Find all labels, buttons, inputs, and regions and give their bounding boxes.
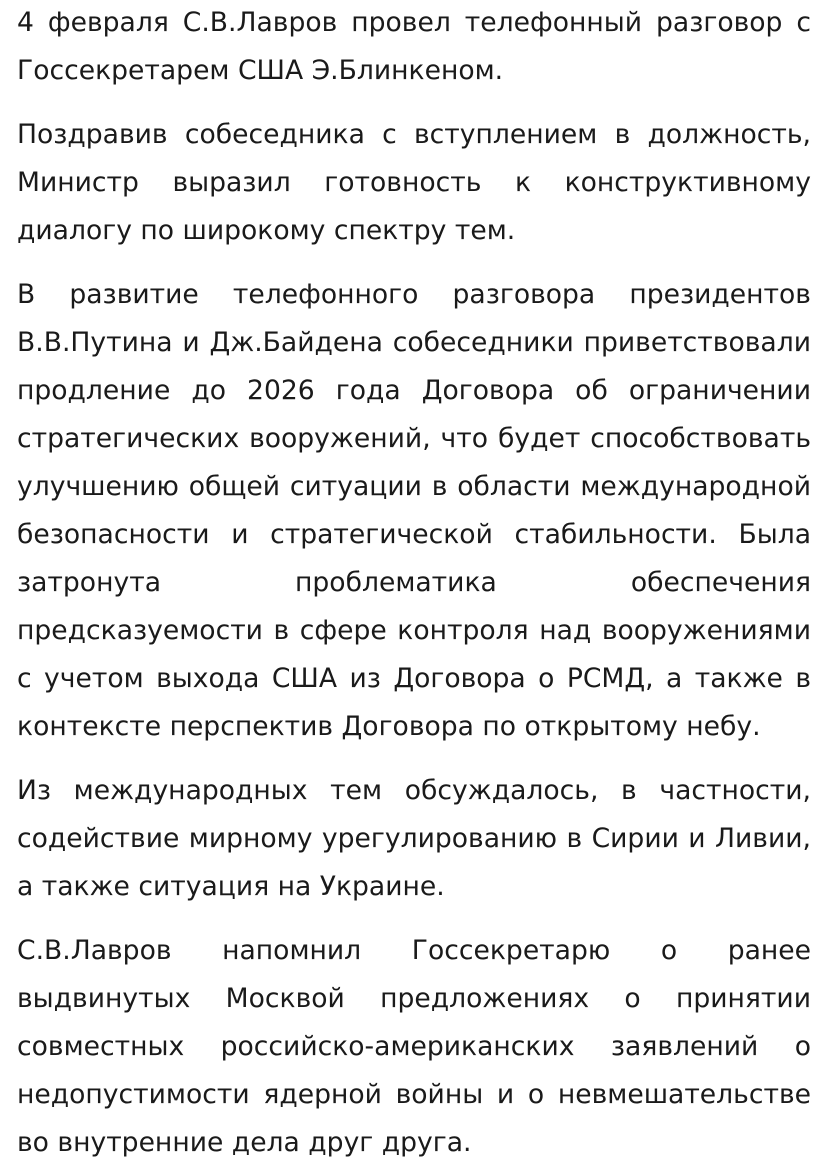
paragraph-arms-control: В развитие телефонного разговора президентов В.В.Путина и Дж.Байдена собеседники приветствовали продление до 2026 года Договора об ограничении стратегических вооружений, что будет способствовать улучшению общей ситуации в области международной безопасности и стратегической стабильности. Была затронута проблематика обеспечения предсказуемости в сфере контроля над вооружениями с учетом выхода США из Договора о РСМД, а также в контексте перспектив Договора по открытому небу. [17,279,811,742]
paragraph-international-topics: Из международных тем обсуждалось, в частности, содействие мирному урегулированию в Сирии и Ливии, а также ситуация на Украине. [17,775,811,902]
paragraph-congratulations: Поздравив собеседника с вступлением в должность, Министр выразил готовность к конструктивному диалогу по широкому спектру тем. [17,119,811,246]
paragraph-call-announcement: 4 февраля С.В.Лавров провел телефонный разговор с Госсекретарем США Э.Блинкеном. [17,7,811,86]
paragraph-joint-statements: С.В.Лавров напомнил Госсекретарю о ранее выдвинутых Москвой предложениях о принятии совместных российско-американских заявлений о недопустимости ядерной войны и о невмешательстве во внутренние дела друг друга. [17,935,811,1158]
